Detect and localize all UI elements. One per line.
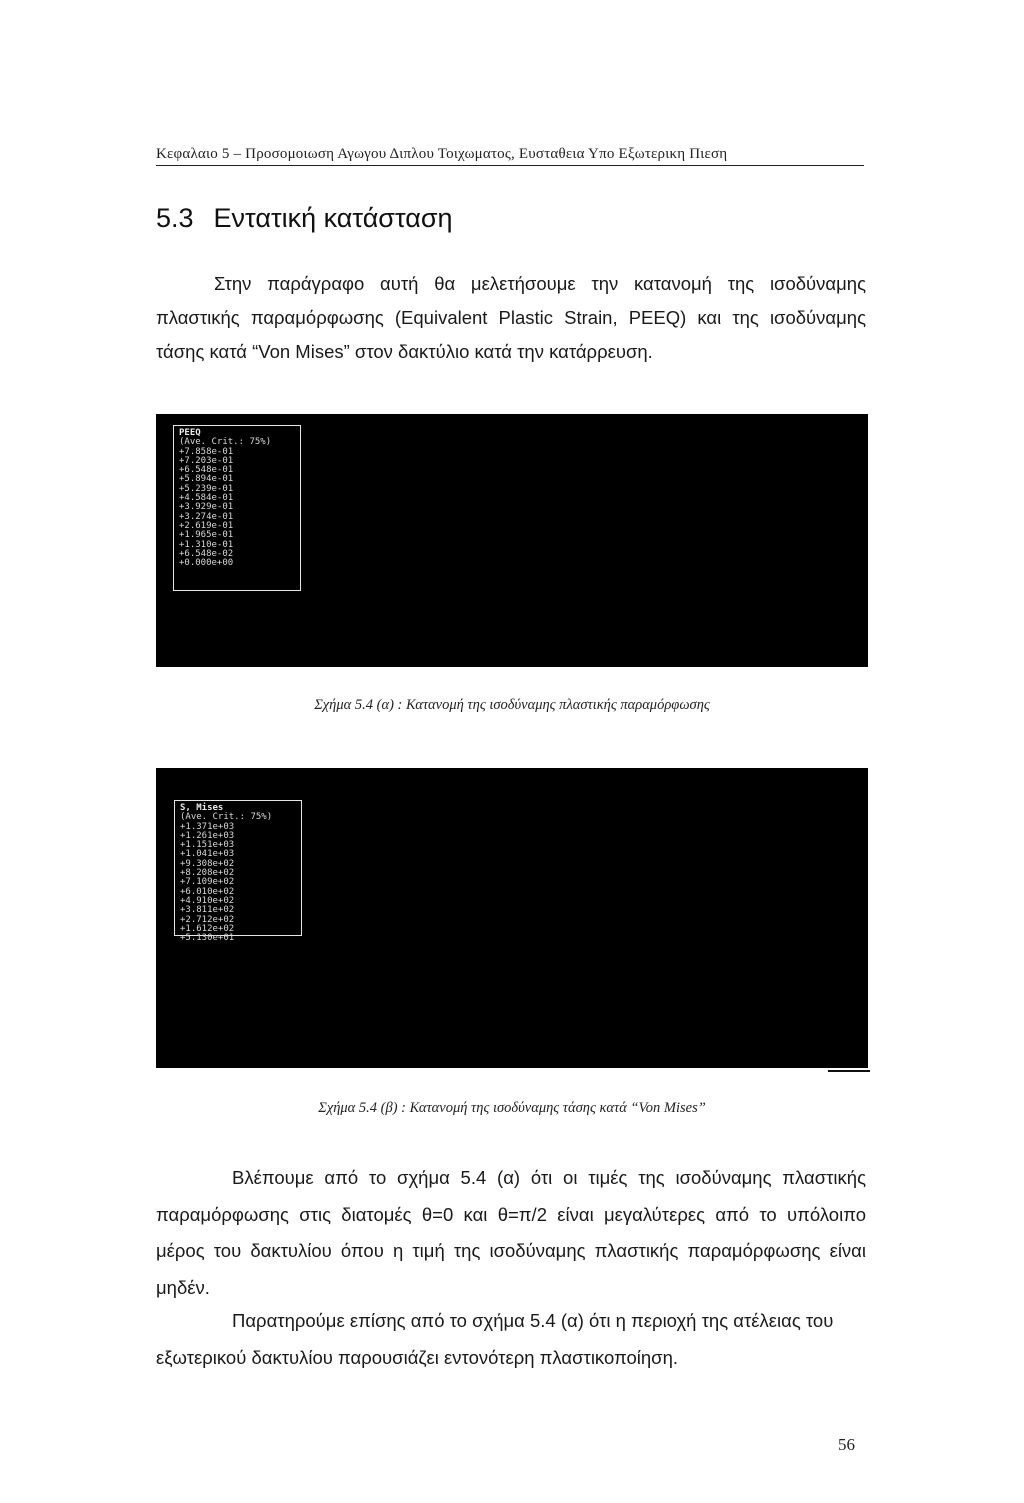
legend-value: +8.208e+02 [180,868,235,879]
legend-value: +1.151e+03 [180,840,235,851]
figure-peeq-image [156,414,868,667]
mises-legend [174,800,302,944]
legend-value: +7.109e+02 [180,877,235,888]
legend-title: PEEQ [179,428,201,438]
intro-paragraph: Στην παράγραφο αυτή θα μελετήσουμε την κατανομή της ισοδύναμης πλαστικής παραμόρφωσης (Equivalent Plastic Strain, PEEQ) και της ισοδύναμης τάσης κατά “Von Mises” στον δακτύλιο κατά την κατάρρευση. [156,273,866,362]
legend-value: +6.010e+02 [180,886,235,897]
peeq-legend [173,425,301,591]
legend-value: +7.858e-01 [179,446,234,457]
figure-mises-image [156,768,868,1068]
legend-value: +0.000e+00 [179,558,234,569]
figure-b-caption: Σχήμα 5.4 (β) : Κατανομή της ισοδύναμης τάσης κατά “Von Mises” [318,1100,706,1116]
legend-value: +4.910e+02 [180,895,235,906]
legend-value: +9.308e+02 [180,858,235,869]
page-header: Κεφαλαιο 5 – Προσομοιωση Αγωγου Διπλου Τοιχωματος, Ευσταθεια Υπο Εξωτερικη Πιεση [156,146,864,166]
page-number: 56 [838,1435,855,1454]
legend-value: +5.130e+01 [180,933,235,944]
section-title: Εντατική κατάσταση [213,203,453,233]
legend-subtitle: (Ave. Crit.: 75%) [179,437,272,448]
legend-value: +1.041e+03 [180,849,235,860]
legend-value: +1.310e-01 [179,539,234,550]
legend-value: +6.548e-02 [179,548,234,559]
legend-value: +4.584e-01 [179,493,234,504]
figure-a-caption: Σχήμα 5.4 (α) : Κατανομή της ισοδύναμης πλαστικής παραμόρφωσης [314,697,710,713]
observation-paragraph-1: Βλέπουμε από το σχήμα 5.4 (α) ότι οι τιμές της ισοδύναμης πλαστικής παραμόρφωσης στις διατομές θ=0 και θ=π/2 είναι μεγαλύτερες από το υπόλοιπο μέρος του δακτυλίου όπου η τιμή της ισοδύναμης πλαστικής παραμόρφωσης είναι μηδέν. [156,1167,866,1298]
margin-dash-mark [828,1070,870,1072]
legend-value: +5.894e-01 [179,474,234,485]
legend-value: +1.965e-01 [179,530,234,541]
legend-value: +3.274e-01 [179,511,234,522]
legend-value: +3.811e+02 [180,905,235,916]
legend-value: +2.712e+02 [180,914,235,925]
legend-title: S, Mises [180,803,224,813]
section-number: 5.3 [156,203,194,233]
section-heading [156,203,453,234]
legend-value: +1.371e+03 [180,821,235,832]
legend-value: +6.548e-01 [179,465,234,476]
legend-subtitle: (Ave. Crit.: 75%) [180,812,273,823]
legend-value: +7.203e-01 [179,455,234,466]
legend-value: +2.619e-01 [179,520,234,531]
legend-value: +1.612e+02 [180,923,235,934]
legend-value: +3.929e-01 [179,502,234,513]
observation-paragraph-2: Παρατηρούμε επίσης από το σχήμα 5.4 (α) ότι η περιοχή της ατέλειας του εξωτερικού δακτυλίου παρουσιάζει εντονότερη πλαστικοποίηση. [156,1310,834,1368]
legend-value: +5.239e-01 [179,483,234,494]
legend-value: +1.261e+03 [180,830,235,841]
